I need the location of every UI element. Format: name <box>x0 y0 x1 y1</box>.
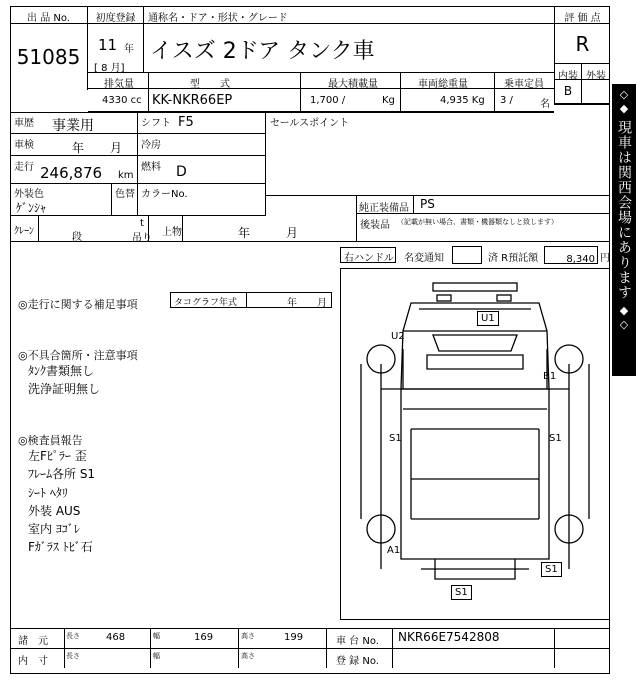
inspector-line-5: 室内 ﾖｺﾞﾚ <box>28 522 80 536</box>
defect-line-2: 洗浄証明無し <box>28 382 101 396</box>
spec-divider-3 <box>400 72 401 112</box>
sales-point-cell <box>266 112 610 196</box>
truck-diagram <box>340 268 610 620</box>
chassis: NKR66E7542808 <box>398 630 500 644</box>
lot-label: 出 品 No. <box>27 13 70 24</box>
footer-top-line <box>10 628 610 629</box>
ext-color-cell <box>10 184 112 216</box>
truck-diagram-svg <box>341 269 609 619</box>
lot-label-cell <box>10 6 88 24</box>
mileage-cell <box>10 156 138 184</box>
name-label-cell <box>144 6 554 24</box>
tacho-divider <box>246 292 247 308</box>
damage-mark-s1-right: S1 <box>549 433 562 444</box>
capacity-label: 乗車定員 <box>504 79 544 90</box>
recycle-amount: 8,340 <box>566 254 595 265</box>
crane-stage: 段 <box>72 232 82 243</box>
recycle-box <box>544 246 598 264</box>
fuel: D <box>176 164 187 180</box>
exterior-grade-cell <box>582 80 610 104</box>
dims-label: 諸 元 <box>18 636 48 647</box>
inspection-label: 車検 <box>14 140 34 151</box>
recycle-unit: 円 <box>600 253 610 264</box>
spec-divider-4 <box>494 72 495 112</box>
damage-mark-u2: U2 <box>391 331 405 342</box>
rhd-label: 右ハンドル <box>344 253 394 264</box>
crane-divider-2 <box>148 216 149 242</box>
interior-grade: B <box>563 84 573 98</box>
footer-div-2 <box>150 628 151 668</box>
length-label: 長さ <box>66 632 80 640</box>
inner-length-label: 長さ <box>66 652 80 660</box>
interior-label-cell <box>554 64 582 80</box>
fuel-cell <box>138 156 266 184</box>
vehicle-name: イスズ 2ドア タンク車 <box>150 39 375 64</box>
rating-value: R <box>575 31 590 56</box>
color-change-cell <box>112 184 138 216</box>
capacity: 3 / <box>500 95 513 106</box>
max-load-unit: Kg <box>382 95 395 106</box>
history-cell <box>10 112 138 134</box>
width: 169 <box>194 632 214 643</box>
spec-label-row <box>88 73 554 89</box>
year-unit: 年 <box>124 44 134 55</box>
shift-cell <box>138 112 266 134</box>
mod-notice-box <box>452 246 482 264</box>
first-reg-label: 初度登録 <box>95 13 136 24</box>
footer-div-6 <box>554 628 555 668</box>
equipment-label: 純正装備品 <box>359 203 409 214</box>
footer-div-1 <box>64 628 65 668</box>
damage-mark-a1: A1 <box>387 545 401 556</box>
lot-number-cell <box>10 24 88 90</box>
upper-month: 月 <box>286 226 299 240</box>
upper-year: 年 <box>238 226 251 240</box>
defects-label: ◎不具合箇所・注意事項 <box>18 349 138 362</box>
mod-notice-label: 名変通知 <box>404 253 444 264</box>
ext-color: ｹﾞﾝｼｬ <box>16 201 47 215</box>
shift: F5 <box>178 115 194 130</box>
damage-mark-s1-rear-right: S1 <box>541 562 562 577</box>
sales-point-label: セールスポイント <box>270 118 350 129</box>
first-reg-cell <box>88 24 144 72</box>
inspector-line-1: 左Fﾋﾟﾗｰ 歪 <box>28 449 87 463</box>
exterior-label-cell <box>582 64 610 80</box>
crane-divider-3 <box>182 216 183 242</box>
chassis-label: 車 台 No. <box>336 636 379 647</box>
equipment-label-cell <box>356 196 414 214</box>
sidebar-banner <box>612 84 636 376</box>
reg-label: 登 録 No. <box>336 656 379 667</box>
tacho-label: タコグラフ年式 <box>174 298 238 308</box>
defect-line-1: ﾀﾝｸ書類無し <box>28 364 95 378</box>
aftermarket-label: 後装品 <box>360 220 390 231</box>
inspector-line-6: Fｶﾞﾗｽ ﾄﾋﾞ石 <box>28 540 93 554</box>
first-reg-month: [ 8 月] <box>94 63 125 74</box>
inspection-year: 年 <box>72 141 85 155</box>
rhd-box <box>340 247 396 263</box>
running-label: ◎走行に関する補足事項 <box>18 298 138 311</box>
ac-label: 冷房 <box>141 140 161 151</box>
gross-weight: 4,935 Kg <box>440 95 485 106</box>
equipment-cell <box>414 196 610 214</box>
damage-mark-u1: U1 <box>477 311 499 326</box>
mileage-unit: km <box>118 170 134 181</box>
mileage: 246,876 <box>40 164 103 182</box>
damage-mark-s1-rear: S1 <box>451 585 472 600</box>
inspector-line-4: 外装 AUS <box>28 504 81 518</box>
crane-label: ｸﾚｰﾝ <box>14 226 34 237</box>
inner-height-label: 高さ <box>241 652 255 660</box>
vehicle-name-cell <box>144 24 554 72</box>
inspector-line-3: ｼｰﾄ ﾍﾀﾘ <box>28 486 68 500</box>
length: 468 <box>106 632 126 643</box>
details-vline <box>356 196 357 216</box>
inspector-label: ◎検査員報告 <box>18 434 83 447</box>
inner-label: 内 寸 <box>18 656 48 667</box>
first-reg-year: 11 <box>98 36 118 54</box>
rating-label: 評 価 点 <box>564 13 601 24</box>
color-no-cell <box>138 184 266 216</box>
model: KK-NKR66EP <box>152 93 233 108</box>
sidebar-text-bottom: ◆◇ <box>617 304 631 332</box>
capacity-unit: 名 <box>540 99 550 110</box>
model-label: 型 式 <box>190 79 230 90</box>
details-top-line-right <box>554 104 610 105</box>
rating-cell <box>554 24 610 64</box>
spec-divider-1 <box>148 72 149 112</box>
equipment: PS <box>420 197 435 211</box>
spec-divider-2 <box>300 72 301 112</box>
max-load: 1,700 / <box>310 95 346 106</box>
sidebar-text-top: ◇◆ <box>617 88 631 116</box>
crane-hook: 吊り <box>132 233 152 244</box>
color-no-label: カラーNo. <box>141 189 188 200</box>
inspector-line-2: ﾌﾚｰﾑ各所 S1 <box>28 467 96 481</box>
inner-width-label: 幅 <box>153 652 160 660</box>
footer-div-4 <box>326 628 327 668</box>
gross-weight-label: 車両総重量 <box>418 79 468 90</box>
footer-div-5 <box>392 628 393 668</box>
crane-ton: t <box>140 218 144 229</box>
displacement-label: 排気量 <box>104 79 134 90</box>
first-reg-label-cell <box>88 6 144 24</box>
damage-mark-s1-left: S1 <box>389 433 402 444</box>
recycle-label: 済 R預託額 <box>488 253 539 264</box>
ac-cell <box>138 134 266 156</box>
name-label: 通称名・ドア・形状・グレード <box>148 13 288 24</box>
lot-number: 51085 <box>16 45 81 69</box>
width-label: 幅 <box>153 632 160 640</box>
crane-divider-1 <box>38 216 39 242</box>
interior-label: 内装 <box>558 71 578 82</box>
tacho-month: 月 <box>317 298 327 309</box>
upper-label: 上物 <box>162 227 182 238</box>
interior-grade-cell <box>554 80 582 104</box>
damage-mark-b1: B1 <box>543 371 557 382</box>
displacement: 4330 cc <box>102 95 142 106</box>
exterior-label: 外装 <box>586 71 606 82</box>
shift-label: シフト <box>141 118 171 129</box>
color-change-label: 色替 <box>115 189 135 200</box>
rating-label-cell <box>554 6 610 24</box>
fuel-label: 燃料 <box>141 162 161 173</box>
inspection-cell <box>10 134 138 156</box>
crane-row <box>10 216 356 242</box>
history-label: 車歴 <box>14 118 34 129</box>
footer-mid-line <box>10 648 610 649</box>
tacho-year: 年 <box>287 298 297 309</box>
aftermarket-note: （記載が無い場合、書類・機器類なしと致します） <box>397 218 558 226</box>
tacho-box <box>170 292 332 308</box>
sidebar-text-main: 現車は関西会場にあります <box>616 120 632 300</box>
inspection-month: 月 <box>110 141 123 155</box>
height-label: 高さ <box>241 632 255 640</box>
height: 199 <box>284 632 304 643</box>
history: 事業用 <box>52 118 94 134</box>
ext-color-label: 外装色 <box>14 189 44 200</box>
aftermarket-cell <box>356 214 610 242</box>
mileage-label: 走行 <box>14 162 34 173</box>
footer-div-3 <box>238 628 239 668</box>
max-load-label: 最大積載量 <box>328 79 378 90</box>
